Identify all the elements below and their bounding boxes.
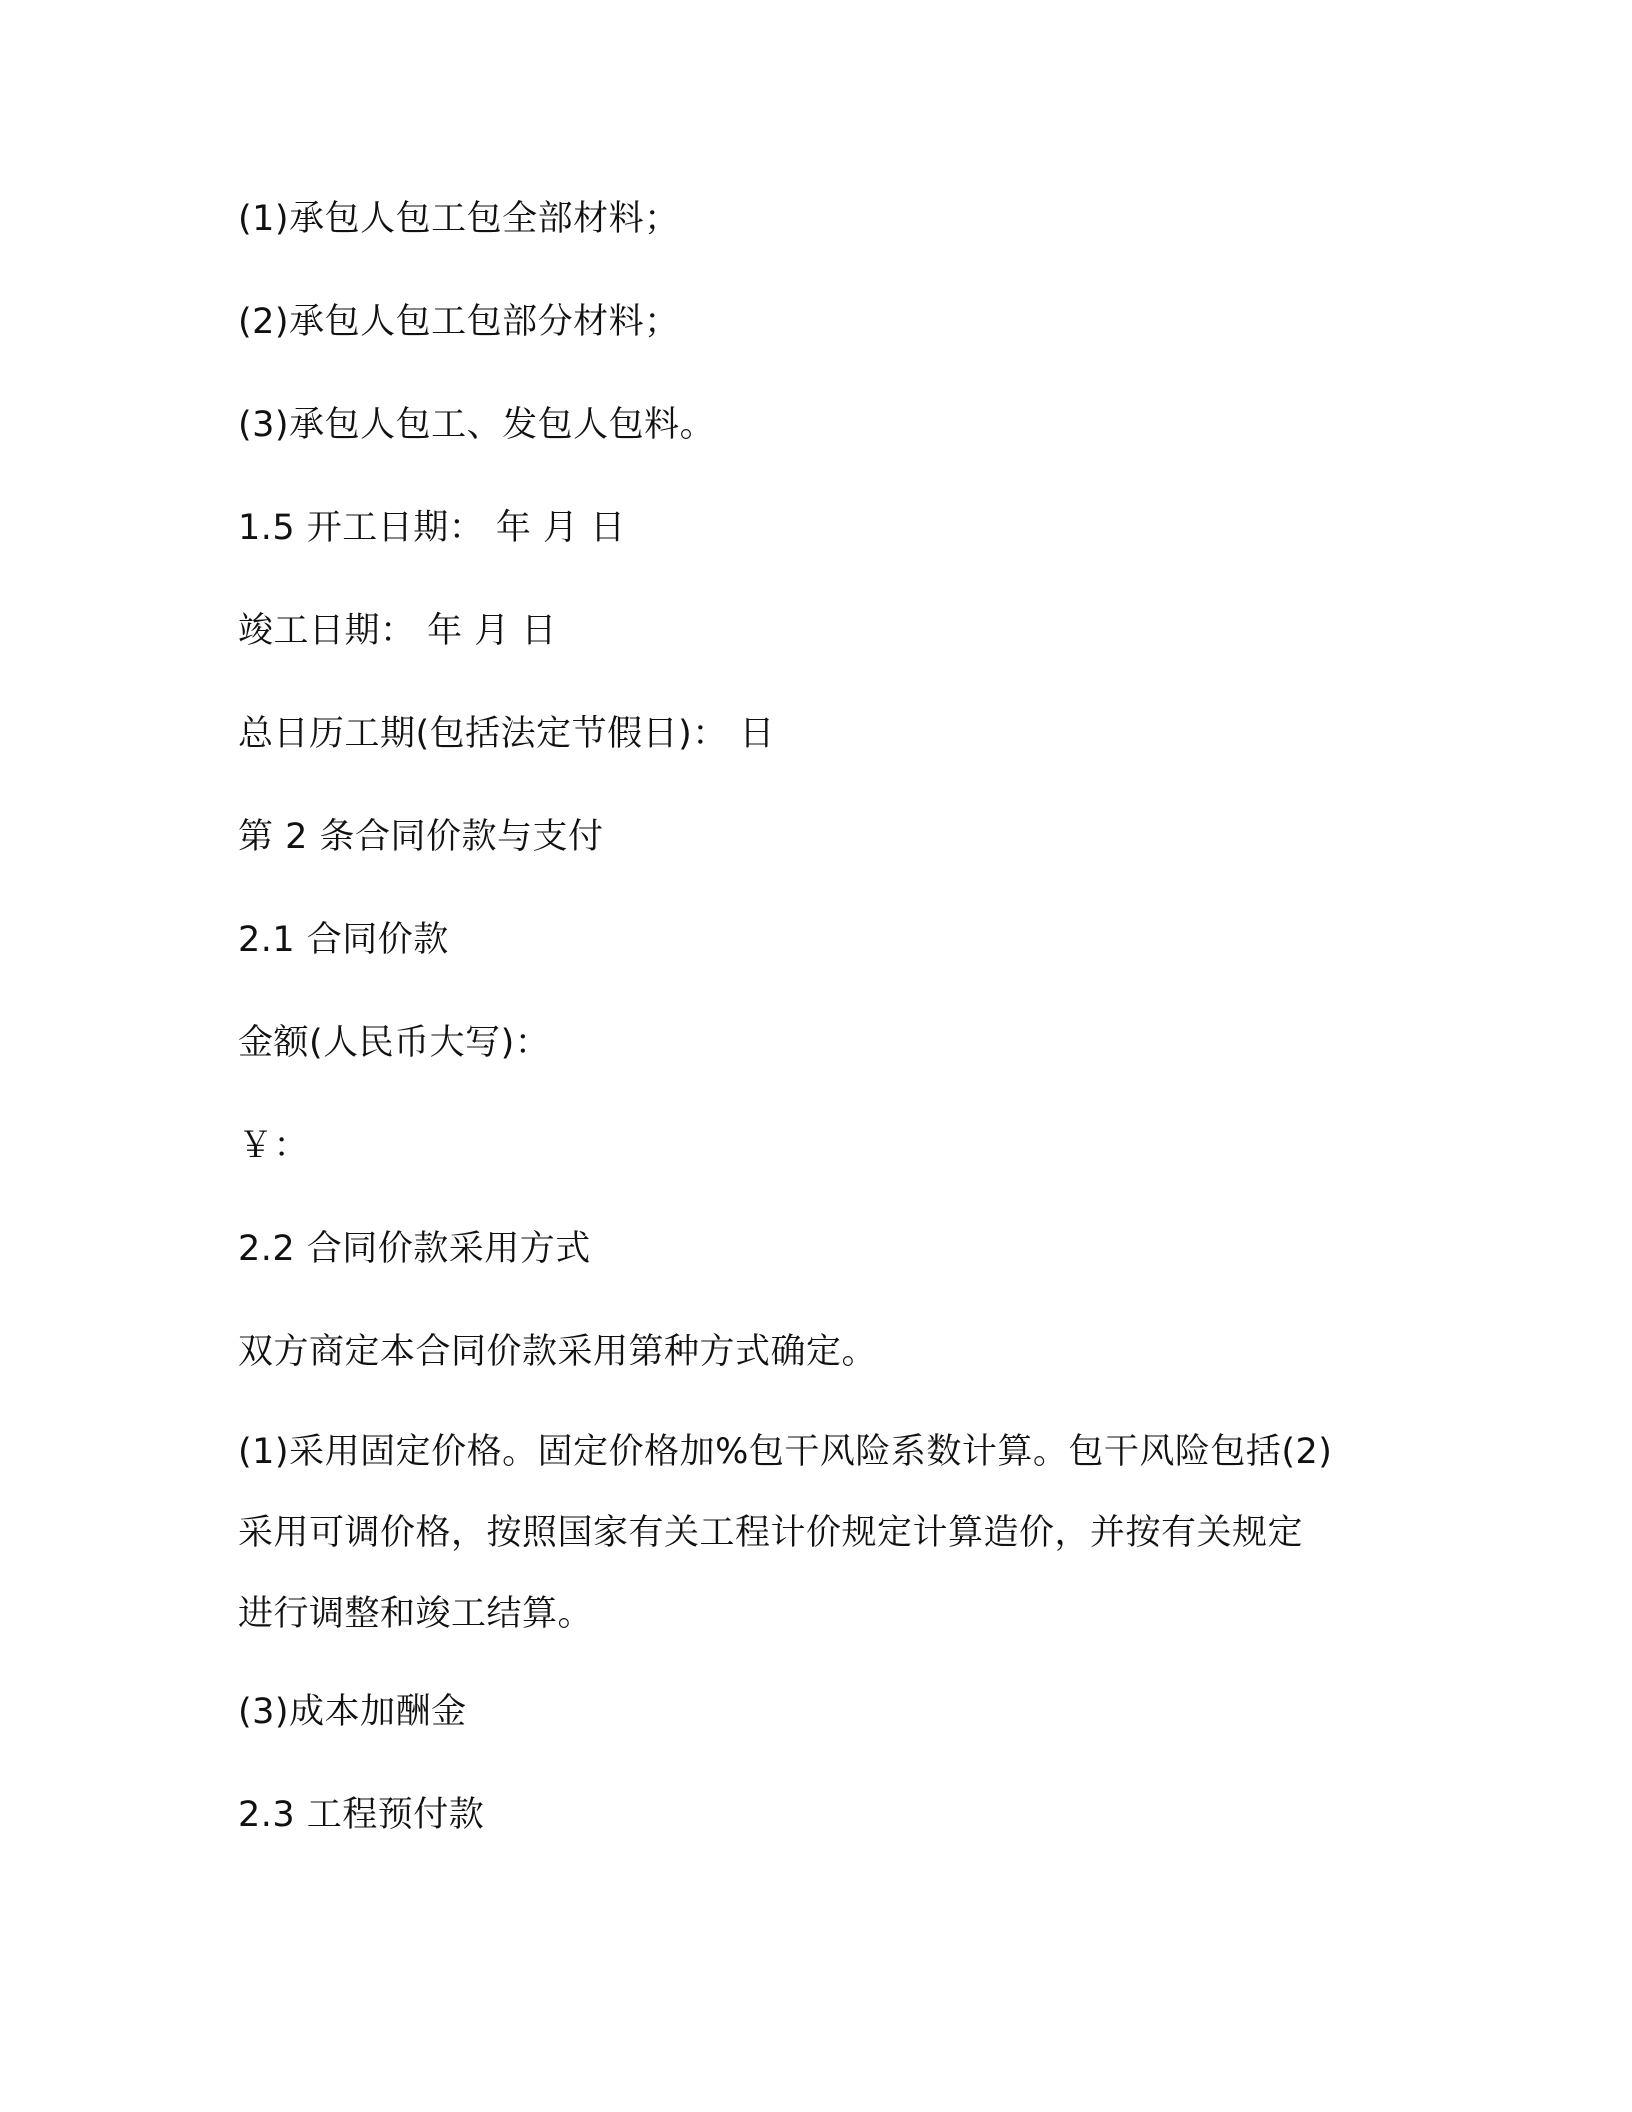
section-2-2-heading: 2.2 合同价款采用方式: [238, 1229, 591, 1269]
clause-option-2: (2)承包人包工包部分材料；: [238, 302, 680, 342]
total-duration-line: 总日历工期(包括法定节假日)： 日: [238, 714, 775, 754]
clause-option-1: (1)承包人包工包全部材料；: [238, 199, 680, 239]
section-2-1-heading: 2.1 合同价款: [238, 920, 449, 960]
start-date-line: 1.5 开工日期： 年 月 日: [238, 508, 626, 548]
paragraph-line: (1)采用固定价格。固定价格加%包干风险系数计算。包干风险包括(2): [238, 1432, 1333, 1472]
pricing-method-line: 双方商定本合同价款采用第种方式确定。: [238, 1332, 878, 1372]
paragraph-line: 采用可调价格，按照国家有关工程计价规定计算造价，并按有关规定: [238, 1513, 1304, 1553]
pricing-options-paragraph: [238, 1412, 1388, 1655]
article-2-heading: 第 2 条合同价款与支付: [238, 817, 604, 857]
amount-figure-line: ￥：: [238, 1126, 310, 1166]
paragraph-line: 进行调整和竣工结算。: [238, 1594, 594, 1634]
amount-words-line: 金额(人民币大写)：: [238, 1023, 551, 1063]
section-2-3-heading: 2.3 工程预付款: [238, 1795, 485, 1835]
clause-option-3: (3)承包人包工、发包人包料。: [238, 405, 716, 445]
completion-date-line: 竣工日期： 年 月 日: [238, 611, 557, 651]
cost-plus-option: (3)成本加酬金: [238, 1692, 467, 1732]
